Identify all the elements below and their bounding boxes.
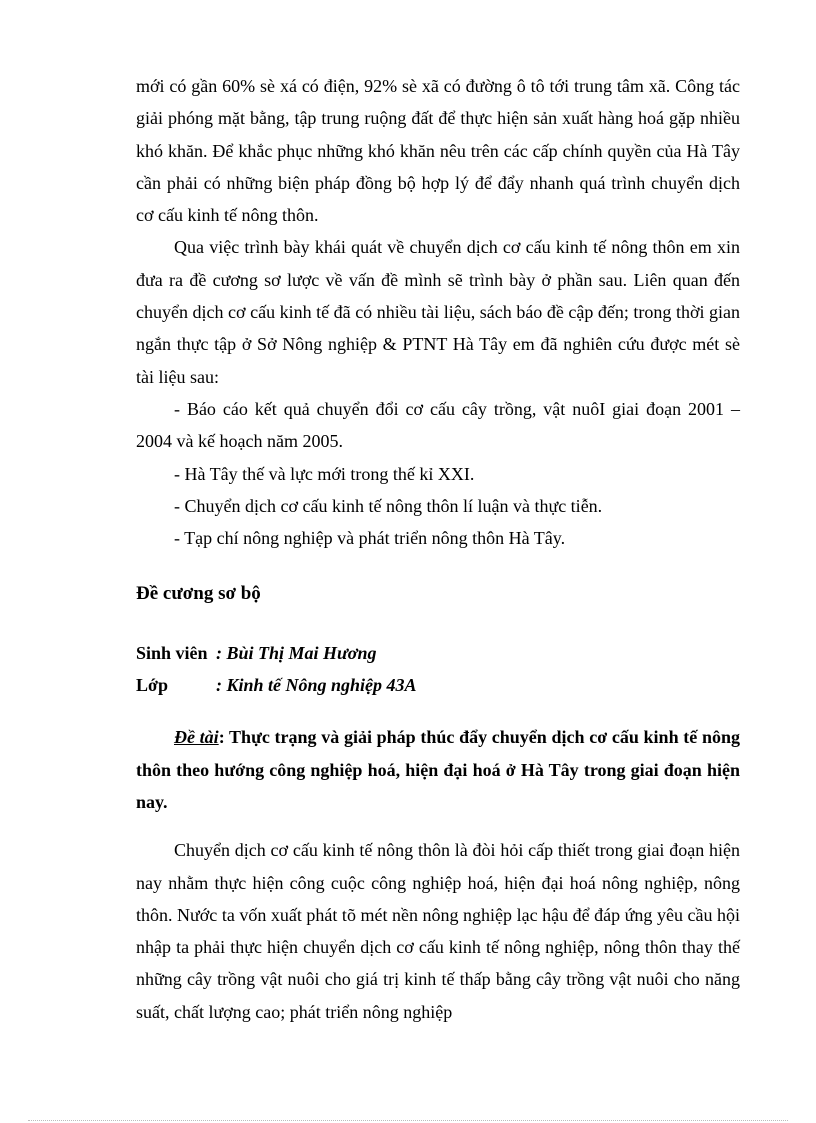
reference-item: - Báo cáo kết quả chuyển đổi cơ cấu cây trồng, vật nuôI giai đoạn 2001 – 2004 và kế hoạch năm 2005. <box>136 398 740 452</box>
class-value: : Kinh tế Nông nghiệp 43A <box>216 675 417 696</box>
class-row <box>136 669 740 701</box>
page-bottom-divider <box>28 1120 788 1121</box>
student-label: Sinh viên <box>136 642 208 663</box>
section-heading: Đề cương sơ bộ <box>136 583 261 605</box>
paragraph-3: Chuyển dịch cơ cấu kinh tế nông thôn là đòi hỏi cấp thiết trong giai đoạn hiện nay nhằm thực hiện công cuộc công nghiệp hoá, hiện đại hoá nông nghiệp, nông thôn. Nước ta vốn xuất phát tõ mét nền nông nghiệp lạc hậu để đáp ứng yêu cầu hội nhập ta phải thực hiện chuyển dịch cơ cấu kinh tế nông nghiệp, nông thôn thay thế những cây trồng vật nuôi cho giá trị kinh tế thấp bằng cây trồng vật nuôi cho năng suất, chất lượng cao; phát triển nông nghiệp <box>136 840 740 1022</box>
student-value: : Bùi Thị Mai Hương <box>216 642 377 663</box>
document-body <box>136 70 740 1028</box>
topic-paragraph <box>136 721 740 818</box>
reference-item: - Chuyển dịch cơ cấu kinh tế nông thôn lí luận và thực tiễn. <box>174 495 603 516</box>
paragraph-2: Qua việc trình bày khái quát về chuyển dịch cơ cấu kinh tế nông thôn em xin đưa ra đề cương sơ lược về vấn đề mình sẽ trình bày ở phần sau. Liên quan đến chuyển dịch cơ cấu kinh tế đã có nhiều tài liệu, sách báo đề cập đến; trong thời gian ngắn thực tập ở Sở Nông nghiệp & PTNT Hà Tây em đã nghiên cứu được mét sè tài liệu sau: <box>136 237 740 387</box>
student-row <box>136 637 740 669</box>
reference-item: - Tạp chí nông nghiệp và phát triển nông thôn Hà Tây. <box>174 528 566 549</box>
reference-item: - Hà Tây thế và lực mới trong thế kỉ XXI. <box>174 463 475 484</box>
topic-label: Đề tài <box>174 727 219 748</box>
paragraph-1: mới có gần 60% sè xá có điện, 92% sè xã có đường ô tô tới trung tâm xã. Công tác giải phóng mặt bằng, tập trung ruộng đất để thực hiện sản xuất hàng hoá gặp nhiều khó khăn. Để khắc phục những khó khăn nêu trên các cấp chính quyền của Hà Tây cần phải có những biện pháp đồng bộ hợp lý để đẩy nhanh quá trình chuyển dịch cơ cấu kinh tế nông thôn. <box>136 76 740 226</box>
spacer <box>136 818 740 834</box>
class-label: Lớp <box>136 675 168 696</box>
topic-text: : Thực trạng và giải pháp thúc đẩy chuyển dịch cơ cấu kinh tế nông thôn theo hướng công nghiệp hoá, hiện đại hoá ở Hà Tây trong giai đoạn hiện nay. <box>136 727 740 812</box>
